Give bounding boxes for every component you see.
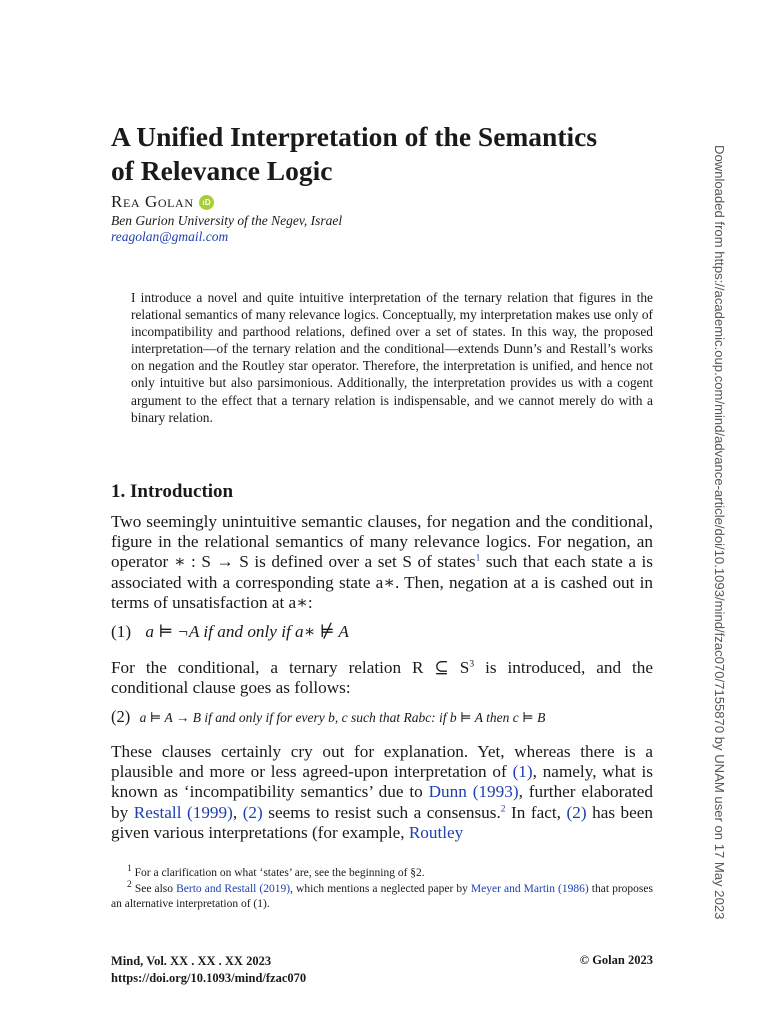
routley-link[interactable]: Routley [408,822,464,842]
paragraph-2 [111,658,653,698]
dunn-1993-link[interactable]: Dunn (1993) [428,782,519,802]
paragraph-2-superscript: 3 [469,659,475,670]
abstract: I introduce a novel and quite intuitive interpretation of the ternary relation that figures in the relational semantics of many relevance logics. Conceptually, my interpretation makes use only of incompatibility and parthood relations, defined over a set of states. In this way, the proposed interpretation—of the ternary relation and the conditional—extends Dunn’s and Restall’s works on negation and the Routley star operator. Therefore, the interpretation is unified, and hence not only intuitive but also parsimonious. Additionally, the interpretation provides us with a cogent argument to the effect that a ternary relation is indispensable, and we cannot merely do with a binary relation. [131,290,653,425]
equation-1 [111,622,653,642]
footnote-1-text: For a clarification on what ‘states’ are, see the beginning of §2. [134,867,425,879]
restall-1999-link[interactable]: Restall (1999) [133,802,233,822]
footnote-1 [111,866,653,882]
paragraph-2-text-b: is introduced, and the conditional clause goes as follows: [111,658,654,698]
title-line-1: A Unified Interpretation of the Semantics [111,121,598,152]
eq1-ref-link[interactable]: (1) [512,762,533,782]
download-watermark [712,145,745,920]
p3-text-6: In fact, [505,802,567,822]
orcid-icon[interactable]: iD [199,195,214,210]
copyright: © Golan 2023 [579,953,653,967]
p3-text-1: These clauses certainly cry out for explanation. Yet, whereas there is a plausible and more or less agreed-upon interpretation of [111,742,653,782]
p3-text-7: has been given various interpretations (for example, [111,802,654,842]
journal-info [111,953,306,987]
equation-1-number: (1) [111,622,132,641]
p3-text-3: , further elaborated by [111,782,653,822]
paragraph-1-text-a: Two seemingly unintuitive semantic clauses, for negation and the conditional, figure in the relational semantics of many relevance logics. For negation, an operator ∗ : S → S is defined over a set S of states [111,512,653,572]
equation-2-number: (2) [111,707,131,726]
equation-2 [111,707,653,727]
paragraph-1-text-b: such that each state a is associated with a corresponding state a∗. Then, negation at a is cashed out in terms of unsatisfaction at a∗: [111,552,653,612]
author-email-link[interactable]: reagolan@gmail.com [111,229,229,244]
affiliation: Ben Gurion University of the Negev, Israel [111,213,343,228]
equation-1-formula: a ⊨ ¬A if and only if a∗ ⊭ A [145,622,349,641]
equation-2-formula: a ⊨ A → B if and only if for every b, c such that Rabc: if b ⊨ A then c ⊨ B [139,710,546,725]
paragraph-1 [111,512,653,613]
journal-volume: Mind, Vol. XX . XX . XX 2023 [111,954,272,968]
title-line-2: of Relevance Logic [111,155,333,186]
author [111,192,214,212]
section-heading: 1. Introduction [111,481,234,502]
doi-link[interactable]: https://doi.org/10.1093/mind/fzac070 [111,971,307,985]
p3-text-2: , namely, what is known as ‘incompatibility semantics’ due to [111,762,653,802]
paragraph-3 [111,742,653,843]
download-watermark-text: Downloaded from https://academic.oup.com/mind/advance-article/doi/10.1093/mind/fzac070/7155870 by UNAM user on 17 May 2023 [712,145,727,920]
eq2-ref-link[interactable]: (2) [242,802,263,822]
paragraph-2-text-a: For the conditional, a ternary relation R ⊆ S [111,658,470,677]
eq2-ref-link-2[interactable]: (2) [566,802,587,822]
footnote-1-number: 1 [127,864,132,875]
p3-text-4: , [232,802,243,822]
berto-restall-2019-link[interactable]: Berto and Restall (2019) [176,882,291,895]
footnote-ref-2[interactable]: 2 [500,803,506,814]
author-name: Rea Golan [111,192,194,211]
p3-text-5: seems to resist such a consensus. [262,802,501,822]
footnote-2-text-1: See also [134,882,177,895]
footnote-2-text-2: , which mentions a neglected paper by [290,882,471,895]
meyer-martin-1986-link[interactable]: Meyer and Martin (1986) [470,882,589,895]
footnotes [111,866,653,913]
footnote-2-number: 2 [127,879,132,890]
footnote-2-text-3: that proposes an alternative interpretation of (1). [111,882,653,910]
article-title [111,120,671,188]
footnote-ref-1[interactable]: 1 [475,553,481,564]
footnote-2 [111,879,653,913]
